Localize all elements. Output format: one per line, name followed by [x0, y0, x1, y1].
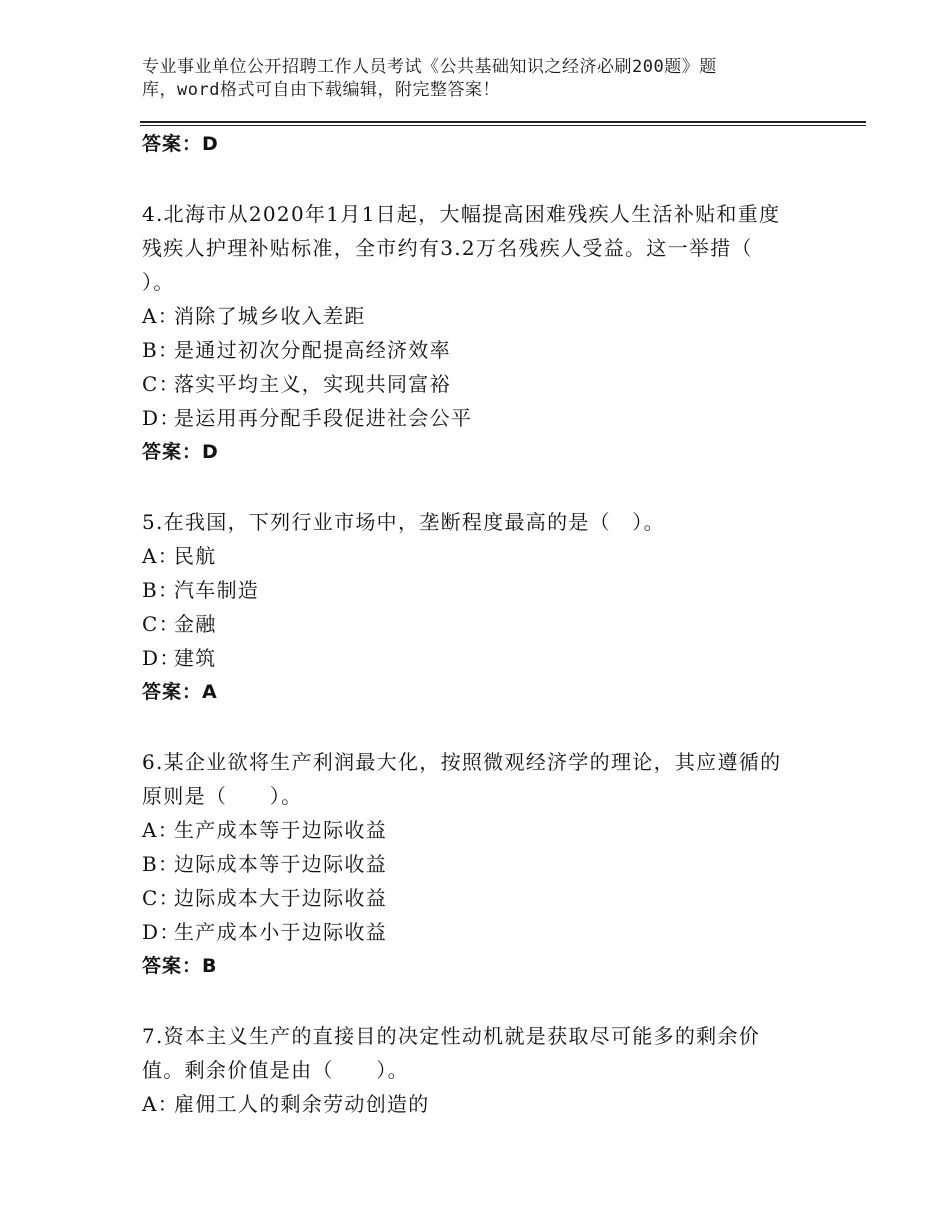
stem-line: 残疾人护理补贴标准，全市约有3.2万名残疾人受益。这一举措（: [142, 236, 753, 260]
option-text: 是运用再分配手段促进社会公平: [174, 406, 473, 430]
option-a: [142, 299, 832, 333]
option-b: [142, 333, 832, 367]
header-line-2: 库，word格式可自由下载编辑，附完整答案！: [142, 80, 500, 100]
option-letter: D：: [142, 646, 181, 670]
option-letter: C：: [142, 886, 180, 910]
option-letter: C：: [142, 612, 180, 636]
stem-line: 6.某企业欲将生产利润最大化，按照微观经济学的理论，其应遵循的: [142, 750, 782, 774]
option-letter: B：: [142, 578, 180, 602]
option-letter: A：: [142, 1092, 180, 1116]
question-stem: [142, 745, 832, 813]
question-stem: [142, 197, 832, 299]
option-text: 汽车制造: [174, 578, 260, 602]
answer: 答案：B: [142, 955, 218, 977]
answer: 答案：A: [142, 681, 218, 703]
document-header: [142, 56, 792, 102]
header-divider-thin: [140, 125, 866, 126]
option-letter: C：: [142, 372, 180, 396]
option-text: 边际成本大于边际收益: [174, 886, 387, 910]
option-a: [142, 539, 832, 573]
question-5: [142, 505, 832, 709]
option-letter: D：: [142, 920, 181, 944]
option-text: 是通过初次分配提高经济效率: [174, 338, 451, 362]
stem-line: ）。: [142, 270, 175, 294]
stem-line: 4.北海市从2020年1月1日起，大幅提高困难残疾人生活补贴和重度: [142, 202, 781, 226]
option-text: 生产成本小于边际收益: [174, 920, 387, 944]
option-d: [142, 401, 832, 435]
question-stem: [142, 505, 832, 539]
question-7: [142, 1019, 832, 1121]
option-text: 建筑: [174, 646, 217, 670]
previous-answer: 答案：D: [142, 133, 219, 155]
header-line-1: 专业事业单位公开招聘工作人员考试《公共基础知识之经济必刷200题》题: [142, 57, 717, 77]
stem-line: 7.资本主义生产的直接目的决定性动机就是获取尽可能多的剩余价: [142, 1024, 761, 1048]
option-d: [142, 915, 832, 949]
option-text: 雇佣工人的剩余劳动创造的: [174, 1092, 430, 1116]
option-text: 落实平均主义，实现共同富裕: [174, 372, 451, 396]
option-c: [142, 367, 832, 401]
option-c: [142, 881, 832, 915]
option-text: 边际成本等于边际收益: [174, 852, 387, 876]
option-letter: D：: [142, 406, 181, 430]
stem-line: 值。剩余价值是由（ ）。: [142, 1058, 409, 1082]
answer: 答案：D: [142, 441, 219, 463]
option-a: [142, 813, 832, 847]
option-letter: A：: [142, 818, 180, 842]
stem-line: 原则是（ ）。: [142, 784, 303, 808]
question-stem: [142, 1019, 832, 1087]
option-letter: B：: [142, 852, 180, 876]
header-divider-thick: [140, 121, 866, 123]
document-body: [142, 127, 832, 1121]
option-text: 消除了城乡收入差距: [174, 304, 366, 328]
option-text: 金融: [174, 612, 217, 636]
option-letter: A：: [142, 304, 180, 328]
question-6: [142, 745, 832, 983]
option-b: [142, 573, 832, 607]
option-letter: A：: [142, 544, 180, 568]
question-4: [142, 197, 832, 469]
option-text: 民航: [174, 544, 217, 568]
option-letter: B：: [142, 338, 180, 362]
stem-line: 5.在我国，下列行业市场中，垄断程度最高的是（ ）。: [142, 510, 665, 534]
option-a: [142, 1087, 832, 1121]
option-d: [142, 641, 832, 675]
option-text: 生产成本等于边际收益: [174, 818, 387, 842]
option-c: [142, 607, 832, 641]
option-b: [142, 847, 832, 881]
